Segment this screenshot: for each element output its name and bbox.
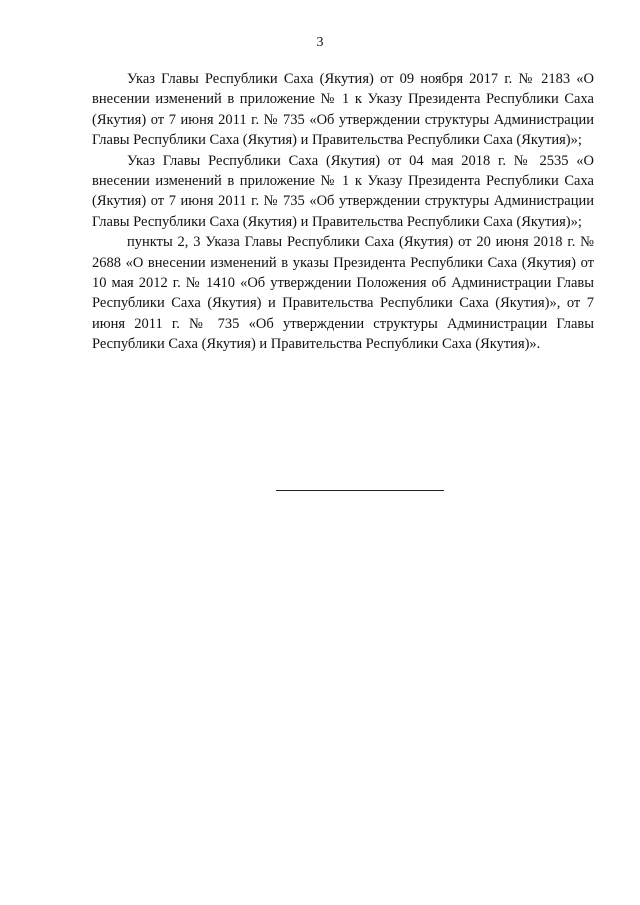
end-separator-line xyxy=(276,490,444,491)
paragraph-decree-2535: Указ Главы Республики Саха (Якутия) от 04 мая 2018 г. № 2535 «О внесении изменений в приложение № 1 к Указу Президента Республики Саха (Якутия) от 7 июня 2011 г. № 735 «Об утверждении структуры Администрации Главы Республики Саха (Якутия) и Правительства Республики Саха (Якутия)»; xyxy=(92,152,594,230)
page-number: 3 xyxy=(316,35,324,50)
paragraph-decree-2688: пункты 2, 3 Указа Главы Республики Саха (Якутия) от 20 июня 2018 г. № 2688 «О внесении изменений в указы Президента Республики Саха (Якутия) от 10 мая 2012 г. № 1410 «Об утверждении Положения об Администрации Главы Республики Саха (Якутия) и Правительства Республики Саха (Якутия)», от 7 июня 2011 г. № 735 «Об утверждении структуры Администрации Главы Республики Саха (Якутия) и Правительства Республики Саха (Якутия)». xyxy=(92,234,594,353)
paragraph-decree-2183: Указ Главы Республики Саха (Якутия) от 09 ноября 2017 г. № 2183 «О внесении изменений в приложение № 1 к Указу Президента Республики Саха (Якутия) от 7 июня 2011 г. № 735 «Об утверждении структуры Администрации Главы Республики Саха (Якутия) и Правительства Республики Саха (Якутия)»; xyxy=(92,71,594,149)
document-body xyxy=(92,69,594,355)
